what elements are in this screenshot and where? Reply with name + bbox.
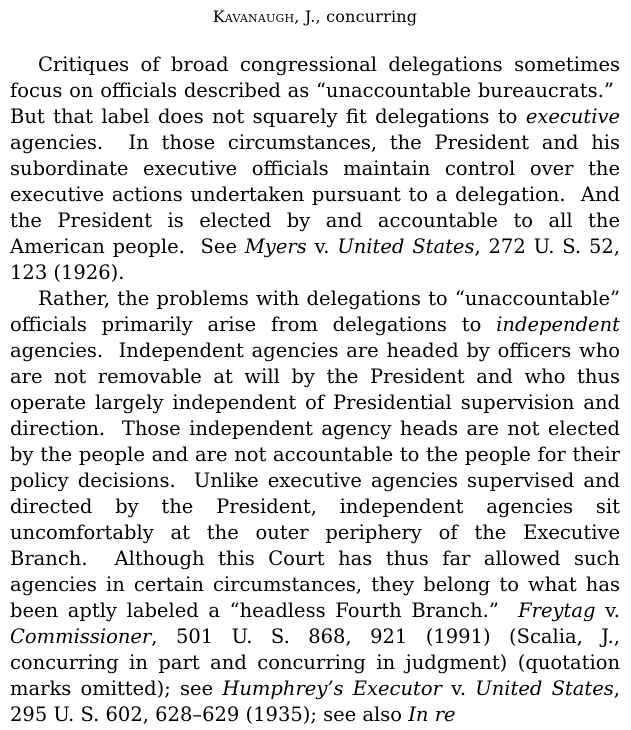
italic-case-name: In re xyxy=(408,703,456,726)
text-run: agencies. In those circumstances, the President and his subordinate executive officials maintain control over the executive actions undertaken pursuant to a delegation. And the President is elected by and accountable to all the American people. See xyxy=(10,131,620,258)
text-run: , 272 U. S. 52, 123 (1926). xyxy=(10,235,620,284)
running-head xyxy=(10,7,620,27)
text-run: agencies. Independent agencies are headed by officers who are not removable at will by the President and who thus operate largely independent of Presidential supervision and direction. Those independent agency heads are not elected by the people and are not accountable to the people for their policy decisions. Unlike executive agencies supervised and directed by the President, independent agencies sit uncomfortably at the outer periphery of the Executive Branch. Although this Court has thus far allowed such agencies in certain circumstances, they belong to what has been aptly labeled a “headless Fourth Branch.” xyxy=(10,339,620,622)
running-head-suffix: , J., concurring xyxy=(294,7,418,26)
text-run: Rather, the problems with delegations to “unaccountable” officials primarily arise from delegations to xyxy=(10,287,620,336)
italic-case-name: Myers xyxy=(244,235,307,258)
paragraph xyxy=(10,52,620,286)
text-run: v. xyxy=(595,599,620,622)
italic-case-name: United States xyxy=(337,235,475,258)
text-run: v. xyxy=(441,677,476,700)
italic-case-name: Humphrey’s Executor xyxy=(222,677,442,700)
italic-case-name: independent xyxy=(496,313,620,336)
text-run: Critiques of broad congressional delegations sometimes focus on officials described as “unaccountable bureaucrats.” But that label does not squarely fit delegations to xyxy=(10,53,620,128)
justice-name: Kavanaugh xyxy=(212,7,295,26)
italic-case-name: United States xyxy=(475,677,614,700)
italic-case-name: Freytag xyxy=(518,599,596,622)
paragraph xyxy=(10,286,620,728)
italic-case-name: executive xyxy=(525,105,620,128)
text-run: , 295 U. S. 602, 628–629 (1935); see also xyxy=(10,677,620,726)
text-run: , 501 U. S. 868, 921 (1991) (Scalia, J., concurring in part and concurring in judgment) (quotation marks omitted); see xyxy=(10,625,620,700)
italic-case-name: Commissioner xyxy=(10,625,152,648)
text-run: v. xyxy=(306,235,338,258)
opinion-body xyxy=(10,52,620,728)
